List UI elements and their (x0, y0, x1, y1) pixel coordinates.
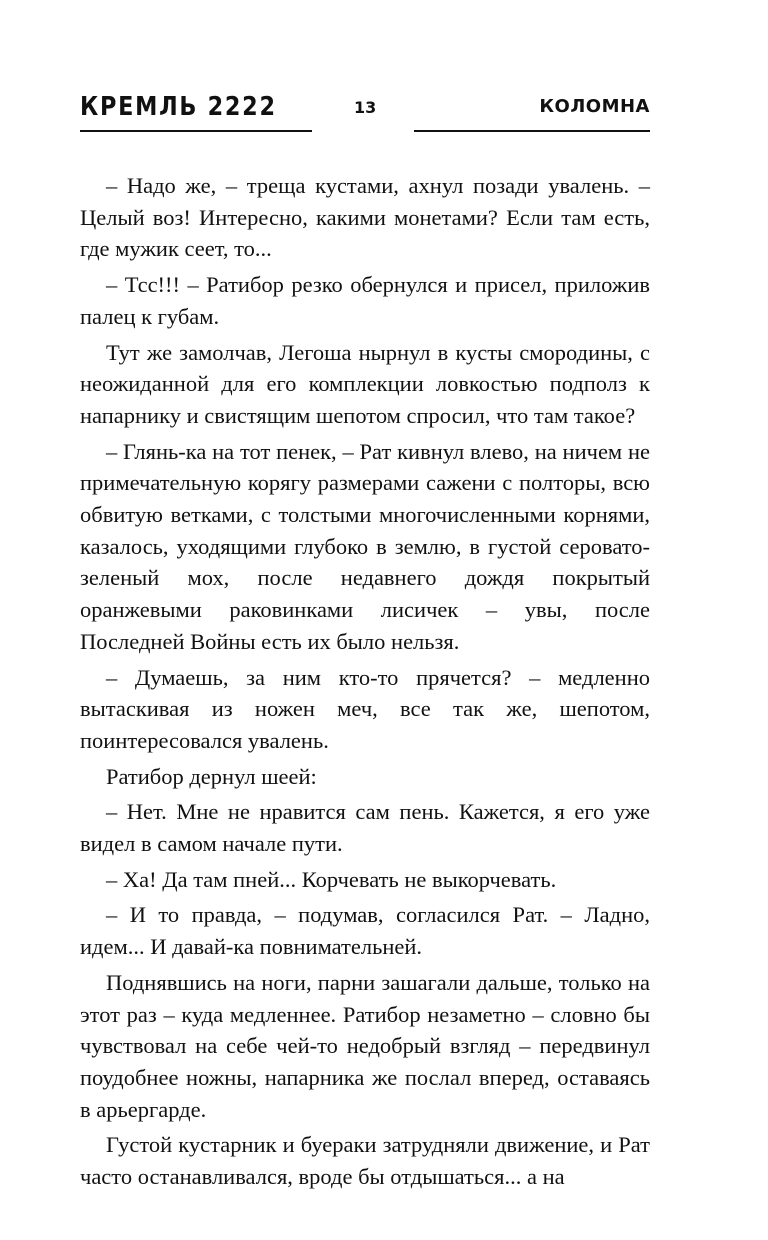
header-rule-right (414, 130, 650, 132)
page-body (80, 170, 650, 1197)
header-rule-left (80, 130, 312, 132)
chapter-title: КОЛОМНА (539, 96, 650, 117)
series-title: КРЕМЛЬ 2222 (80, 92, 277, 122)
paragraph: Густой кустарник и буераки затрудняли движение, и Рат часто останавливался, вроде бы отдышаться... а на (80, 1132, 650, 1190)
paragraph: – Глянь-ка на тот пенек, – Рат кивнул влево, на ничем не примечательную корягу размерами сажени с полторы, всю обвитую ветками, с толстыми многочисленными корнями, казалось, уходящими глубоко в землю, в густой серовато-зеленый мох, после недавнего дождя покрытый оранжевыми раковинками лисичек – увы, после Последней Войны есть их было нельзя. (80, 438, 650, 654)
paragraph: – Надо же, – треща кустами, ахнул позади увалень. – Целый воз! Интересно, какими монетами? Если там есть, где мужик сеет, то... (80, 173, 650, 262)
paragraph: Тут же замолчав, Легоша нырнул в кусты смородины, с неожиданной для его комплекции ловкостью подполз к напарнику и свистящим шепотом спросил, что там такое? (80, 339, 650, 428)
page-number: 13 (354, 98, 377, 117)
paragraph: Ратибор дернул шеей: (106, 763, 317, 789)
running-header (80, 92, 650, 138)
paragraph: – Тсс!!! – Ратибор резко обернулся и присел, приложив палец к губам. (80, 272, 650, 329)
paragraph: – И то правда, – подумав, согласился Рат. – Ладно, идем... И давай-ка повнимательней. (80, 902, 650, 960)
paragraph: – Нет. Мне не нравится сам пень. Кажется, я его уже видел в самом начале пути. (80, 799, 650, 857)
paragraph: – Думаешь, за ним кто-то прячется? – медленно вытаскивая из ножен меч, все так же, шепотом, поинтересовался увалень. (80, 664, 650, 753)
paragraph: – Ха! Да там пней... Корчевать не выкорчевать. (106, 866, 557, 892)
paragraph: Поднявшись на ноги, парни зашагали дальше, только на этот раз – куда медленнее. Ратибор незаметно – словно бы чувствовал на себе чей-то недобрый взгляд – передвинул поудобнее ножны, напарника же послал вперед, оставаясь в арьергарде. (80, 969, 650, 1122)
